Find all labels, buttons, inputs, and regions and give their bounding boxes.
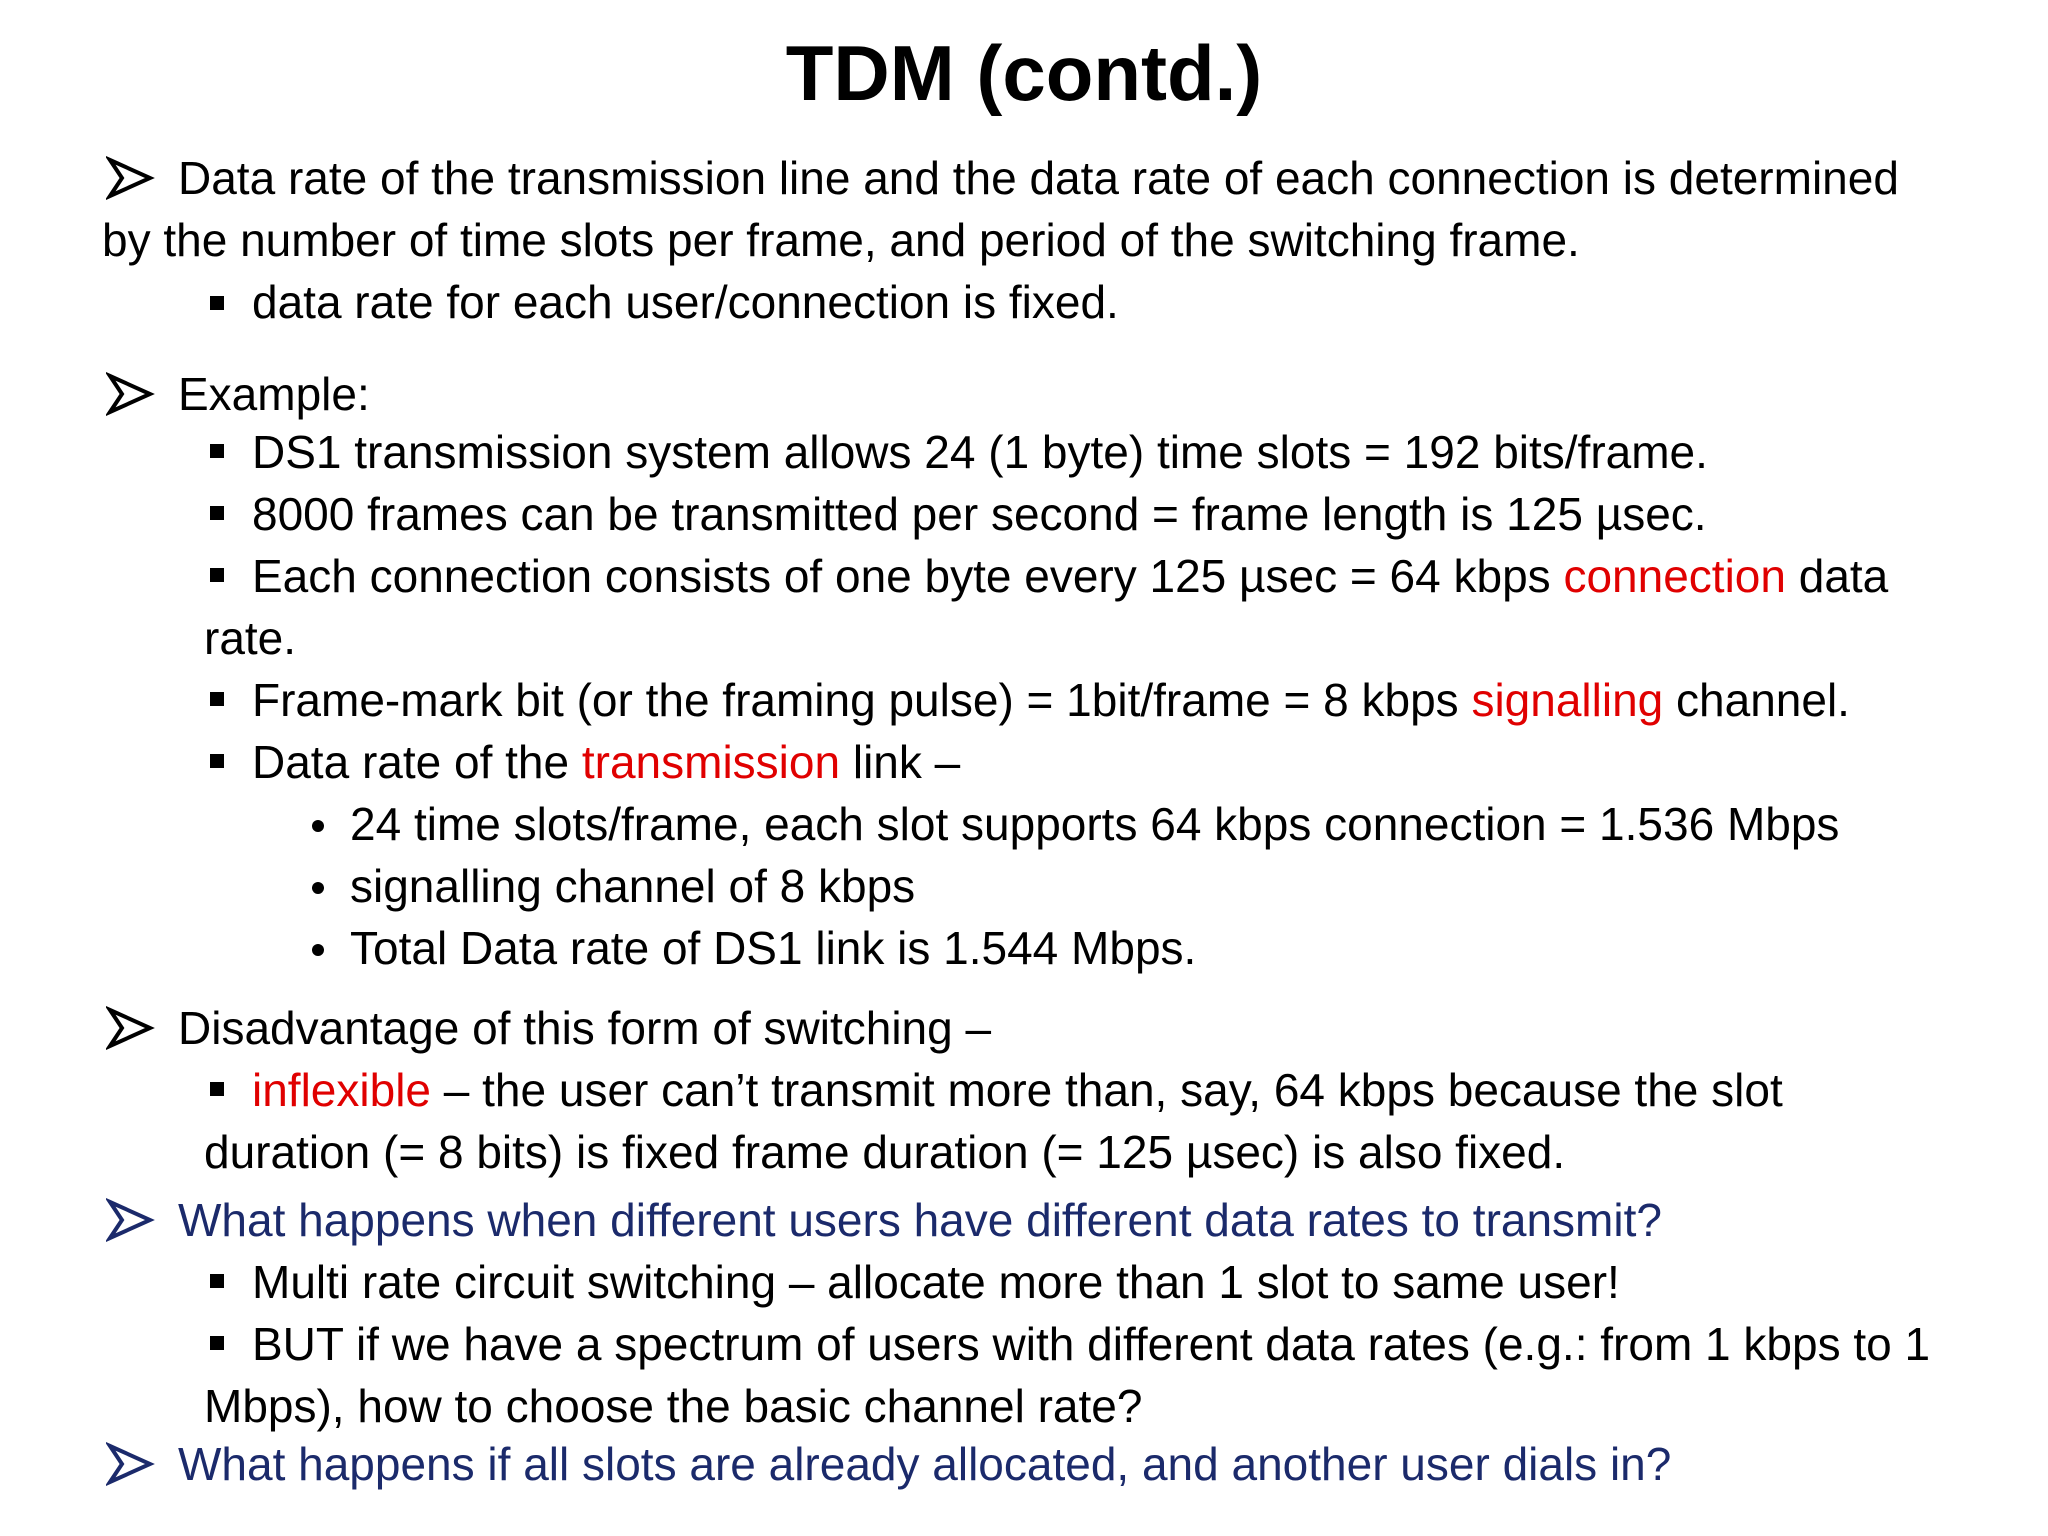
round-bullet-icon [312,882,324,894]
bullet-3-sub-1-cont: duration (= 8 bits) is fixed frame duration (= 125 µsec) is also fixed. [204,1126,1566,1178]
bullet-2-sub-3-cont: rate. [204,612,297,664]
bullet-2-sub-5 [252,734,960,790]
arrow-bullet-icon [106,370,156,418]
round-bullet-icon [312,944,324,956]
square-bullet-icon [210,506,224,520]
square-bullet-icon [210,1082,224,1096]
highlight-inflexible: inflexible [252,1064,431,1116]
highlight-transmission: transmission [581,736,841,788]
bullet-3-sub-1-text: – the user can’t transmit more than, say, 64 kbps because the slot [431,1064,1783,1116]
bullet-2-subsub-3: Total Data rate of DS1 link is 1.544 Mbps. [350,922,1197,974]
square-bullet-icon [210,444,224,458]
bullet-2-sub-5-text: Data rate of the [252,736,582,788]
bullet-4-sub-1: Multi rate circuit switching – allocate more than 1 slot to same user! [252,1256,1620,1308]
square-bullet-icon [210,296,224,310]
bullet-1-line-1: Data rate of the transmission line and the data rate of each connection is determined [178,152,1899,204]
round-bullet-icon [312,820,324,832]
bullet-1-line-2: by the number of time slots per frame, and period of the switching frame. [102,214,1580,266]
bullet-2-subsub-2: signalling channel of 8 kbps [350,860,916,912]
bullet-5-label: What happens if all slots are already allocated, and another user dials in? [178,1438,1672,1490]
bullet-4-sub-2: BUT if we have a spectrum of users with different data rates (e.g.: from 1 kbps to 1 [252,1318,1931,1370]
slide-title: TDM (contd.) [785,29,1263,117]
bullet-4-label: What happens when different users have different data rates to transmit? [178,1194,1662,1246]
highlight-signalling: signalling [1471,674,1664,726]
square-bullet-icon [210,692,224,706]
bullet-4-sub-2-cont: Mbps), how to choose the basic channel rate? [204,1380,1143,1432]
highlight-connection: connection [1563,550,1786,602]
arrow-bullet-icon [106,154,156,202]
bullet-2-sub-3-text: Each connection consists of one byte every 125 µsec = 64 kbps [252,550,1564,602]
bullet-2-sub-3-tail: data [1785,550,1889,602]
bullet-2-label: Example: [178,368,370,420]
arrow-bullet-icon [106,1196,156,1244]
bullet-2-sub-4 [252,672,1850,728]
bullet-2-sub-1: DS1 transmission system allows 24 (1 byte) time slots = 192 bits/frame. [252,426,1708,478]
bullet-3-sub-1 [252,1062,1783,1118]
bullet-2-sub-3 [252,548,1888,604]
arrow-bullet-icon [106,1440,156,1488]
bullet-1-sub-1: data rate for each user/connection is fixed. [252,276,1119,328]
square-bullet-icon [210,1274,224,1288]
square-bullet-icon [210,568,224,582]
bullet-2-sub-5-tail: link – [840,736,961,788]
bullet-2-sub-4-tail: channel. [1663,674,1850,726]
bullet-2-sub-4-text: Frame-mark bit (or the framing pulse) = 1bit/frame = 8 kbps [252,674,1472,726]
square-bullet-icon [210,754,224,768]
bullet-3-label: Disadvantage of this form of switching – [178,1002,992,1054]
bullet-2-subsub-1: 24 time slots/frame, each slot supports 64 kbps connection = 1.536 Mbps [350,798,1840,850]
square-bullet-icon [210,1336,224,1350]
arrow-bullet-icon [106,1004,156,1052]
bullet-2-sub-2: 8000 frames can be transmitted per second = frame length is 125 µsec. [252,488,1707,540]
